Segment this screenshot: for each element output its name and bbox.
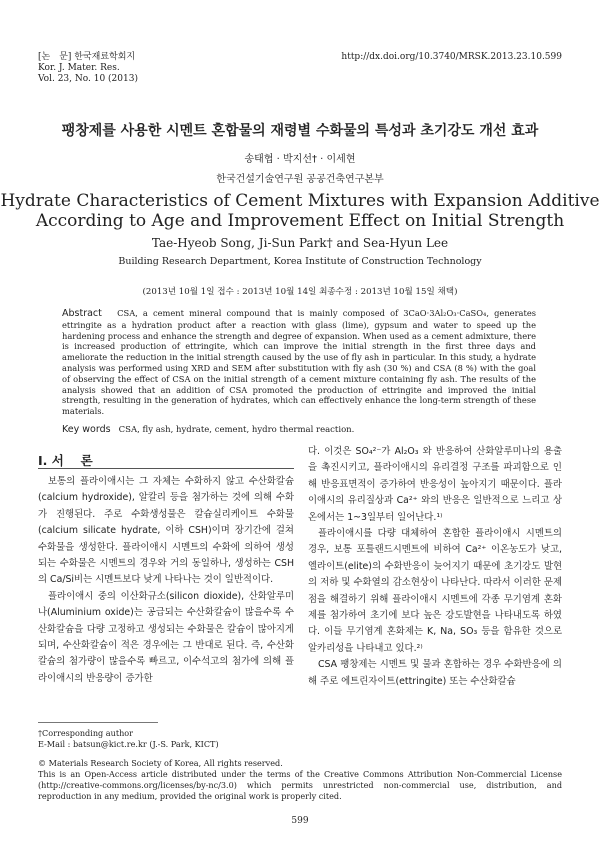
right-column — [308, 444, 562, 690]
keywords-text: CSA, fly ash, hydrate, cement, hydro thermal reaction. — [118, 425, 355, 435]
left-column — [38, 474, 294, 687]
title-english-line2: According to Age and Improvement Effect on Initial Strength — [35, 211, 565, 231]
authors-korean: 송태협 · 박지선† · 이세현 — [244, 154, 356, 165]
affiliation-english: Building Research Department, Korea Institute of Construction Technology — [118, 256, 482, 267]
journal-name-en: Kor. J. Mater. Res. — [38, 63, 120, 73]
journal-volume: Vol. 23, No. 10 (2013) — [38, 74, 138, 84]
section-title-introduction: I. 서 론 — [38, 453, 93, 468]
affiliation-korean: 한국건설기술연구원 공공건축연구본부 — [216, 174, 384, 185]
footnote-rule — [38, 722, 158, 723]
corresponding-author: †Corresponding author — [38, 728, 134, 738]
author-email: E-Mail : batsun@kict.re.kr (J.-S. Park, KICT) — [38, 739, 219, 750]
journal-header — [38, 52, 138, 85]
footnotes — [38, 728, 562, 803]
title-korean: 팽창제를 사용한 시멘트 혼합물의 재령별 수화물의 특성과 초기강도 개선 효과 — [61, 123, 539, 139]
copyright-notice: © Materials Research Society of Korea, All rights reserved. — [38, 757, 283, 768]
section-rule — [38, 468, 294, 469]
right-paragraph-3: CSA 팽창제는 시멘트 및 물과 혼합하는 경우 수화반응에 의해 주로 에트린자이트(ettringite) 또는 수산화칼슘 — [308, 659, 562, 687]
right-paragraph-1: 다. 이것은 SO₄²⁻가 Al₂O₃ 와 반응하여 산화알루미나의 용출을 촉진시키고, 플라이애시의 유리결정 구조를 파괴함으로 인해 반응표면적이 증가하여 반응성이 높아지기 때문이다. 플라이애시의 유리질상과 Ca²⁺ 와의 반응은 일반적으로 느리고 상온에서는 1~3일부터 일어난다.¹⁾ — [308, 446, 562, 523]
left-paragraph-1: 보통의 플라이애시는 그 자체는 수화하지 않고 수산화칼슘(calcium hydroxide), 알칼리 등을 첨가하는 것에 의해 수화가 진행된다. 주로 수화생성물은 칼슘실리케이트 수화물(calcium silicate hydrate, 이하 CSH)이며 장기간에 걸쳐 수화물을 생성한다. 플라이애시 시멘트의 수화에 의하여 생성되는 수화물은 시멘트의 경우와 거의 동일하나, 생성하는 CSH의 Ca/Si비는 시멘트보다 낮게 나타나는 것이 일반적이다. — [38, 476, 294, 586]
authors-english: Tae-Hyeob Song, Ji-Sun Park† and Sea-Hyun Lee — [151, 236, 449, 250]
doi-link[interactable]: http://dx.doi.org/10.3740/MRSK.2013.23.10.599 — [341, 52, 562, 62]
abstract-label: Abstract — [62, 308, 102, 319]
license-notice: This is an Open-Access article distributed under the terms of the Creative Commons Attribution Non-Commercial License (http://creative-commons.org/licenses/by-nc/3.0) which permits unrestricted non-commercial use, distribution, and reproduction in any medium, provided the original work is properly cited. — [38, 768, 562, 802]
abstract-text: CSA, a cement mineral compound that is mainly composed of 3CaO·3Al₂O₃·CaSO₄, generates ettringite as a hydration product after a reaction with glass (lime), gypsum and water to speed up the hardening process and enhance the strength and degree of expansion. When used as a cement admixture, there is increased production of ettringite, which can improve the initial strength in the first three days and ameliorate the reduction in the initial strength caused by the use of fly ash in particular. In this study, a hydrate analysis was performed using XRD and SEM after substitution with fly ash (30 %) and CSA (8 %) with the goal of observing the effect of CSA on the initial strength of a cement mixture containing fly ash. The results of the analysis showed that an addition of CSA promoted the production of ettringite and improved the initial strength, resulting in the generation of hydrates, which can effectively enhance the long-term strength of these materials. — [62, 308, 536, 417]
keywords — [62, 424, 354, 435]
page-number: 599 — [291, 816, 309, 826]
submission-dates: (2013년 10월 1일 접수 : 2013년 10월 14일 최종수정 : 2013년 10월 15일 채택) — [142, 287, 458, 297]
title-english-line1: Hydrate Characteristics of Cement Mixtures with Expansion Additive — [0, 191, 600, 211]
right-paragraph-2: 플라이애시를 다량 대체하여 혼합한 플라이애시 시멘트의 경우, 보통 포틀랜드시멘트에 비하여 Ca²⁺ 이온농도가 낮고, 엘라이트(elite)의 수화반응이 늦어지기 때문에 초기강도 발현의 저하 및 수화열의 감소현상이 나타난다. 따라서 이러한 문제점을 해결하기 위해 플라이애시 시멘트에 각종 무기염계 혼화제를 첨가하여 초기에 보다 높은 강도발현을 나타내도록 하였다. 이들 무기염계 혼화제는 K, Na, SO₃ 등을 함유한 것으로 알카리성을 나타내고 있다.²⁾ — [308, 528, 562, 654]
keywords-label: Key words — [62, 424, 111, 435]
journal-name-ko: [논 문] 한국재료학회지 — [38, 52, 136, 62]
left-paragraph-2: 플라이애시 중의 이산화규소(silicon dioxide), 산화알루미나(Aluminium oxide)는 공급되는 수산화칼슘이 많을수록 수산화칼슘을 다량 고정하고 생성되는 수화물은 칼슘이 많아지게 되며, 수산화칼슘이 적은 경우에는 그 반대로 된다. 즉, 수산화칼슘의 첨가량이 많을수록 빠르고, 이수석고의 첨가에 의해 플라이애시의 반응량이 증가한 — [38, 590, 294, 684]
abstract — [62, 308, 536, 417]
